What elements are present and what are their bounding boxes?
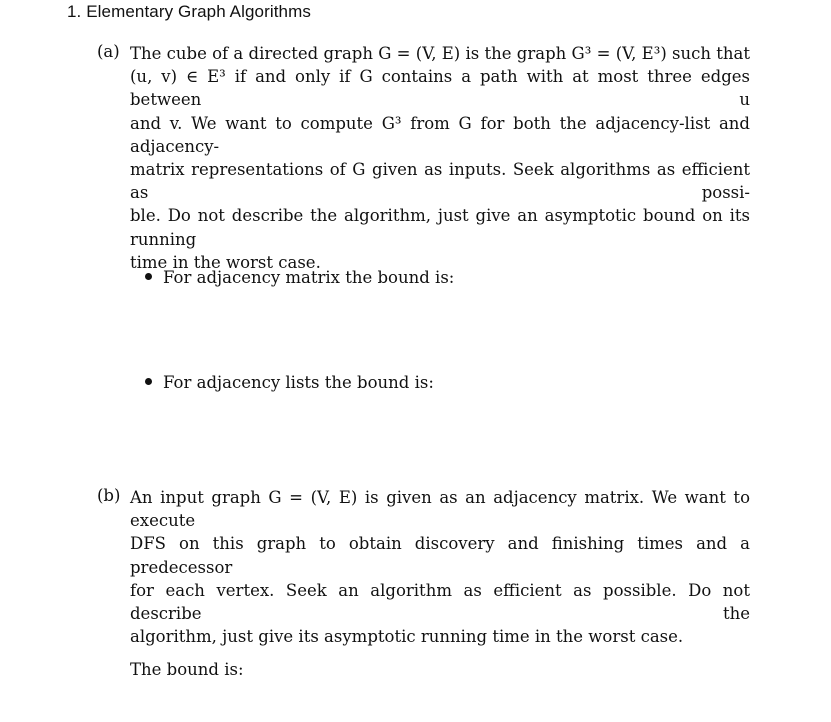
section-number: 1.	[67, 2, 82, 21]
bullet-adjacency-matrix	[145, 268, 454, 287]
part-b-line: DFS on this graph to obtain discovery and finishing times and a predecessor	[130, 534, 750, 577]
part-b-bound-label: The bound is:	[130, 660, 244, 679]
part-b-line: for each vertex. Seek an algorithm as efficient as possible. Do not describe the	[130, 580, 750, 624]
section-heading: Elementary Graph Algorithms	[86, 2, 311, 21]
part-a-text	[130, 42, 750, 274]
bullet-text: For adjacency matrix the bound is:	[163, 268, 455, 287]
part-a-line: ble. Do not describe the algorithm, just give an asymptotic bound on its running	[130, 206, 750, 249]
part-a-line: matrix representations of G given as inputs. Seek algorithms as efficient as possi-	[130, 160, 750, 203]
bullet-text: For adjacency lists the bound is:	[163, 373, 434, 392]
part-a-line: The cube of a directed graph G = (V, E) is the graph G³ = (V, E³) such that	[130, 44, 750, 63]
part-a-label: (a)	[97, 42, 120, 61]
part-a-line: (u, v) ∈ E³ if and only if G contains a path with at most three edges between u	[130, 67, 750, 110]
part-a-line: time in the worst case.	[130, 252, 321, 272]
part-b	[97, 486, 750, 648]
bullet-dot-icon	[145, 378, 152, 385]
bullet-adjacency-lists	[145, 373, 434, 392]
section-title	[67, 2, 311, 22]
part-b-line: algorithm, just give its asymptotic running time in the worst case.	[130, 627, 684, 647]
part-b-text	[130, 486, 750, 648]
part-b-label: (b)	[97, 486, 121, 505]
part-b-line: An input graph G = (V, E) is given as an adjacency matrix. We want to execute	[130, 488, 750, 531]
bullet-dot-icon	[145, 273, 152, 280]
part-a-line: and v. We want to compute G³ from G for both the adjacency-list and adjacency-	[130, 113, 750, 156]
part-a	[97, 42, 750, 274]
